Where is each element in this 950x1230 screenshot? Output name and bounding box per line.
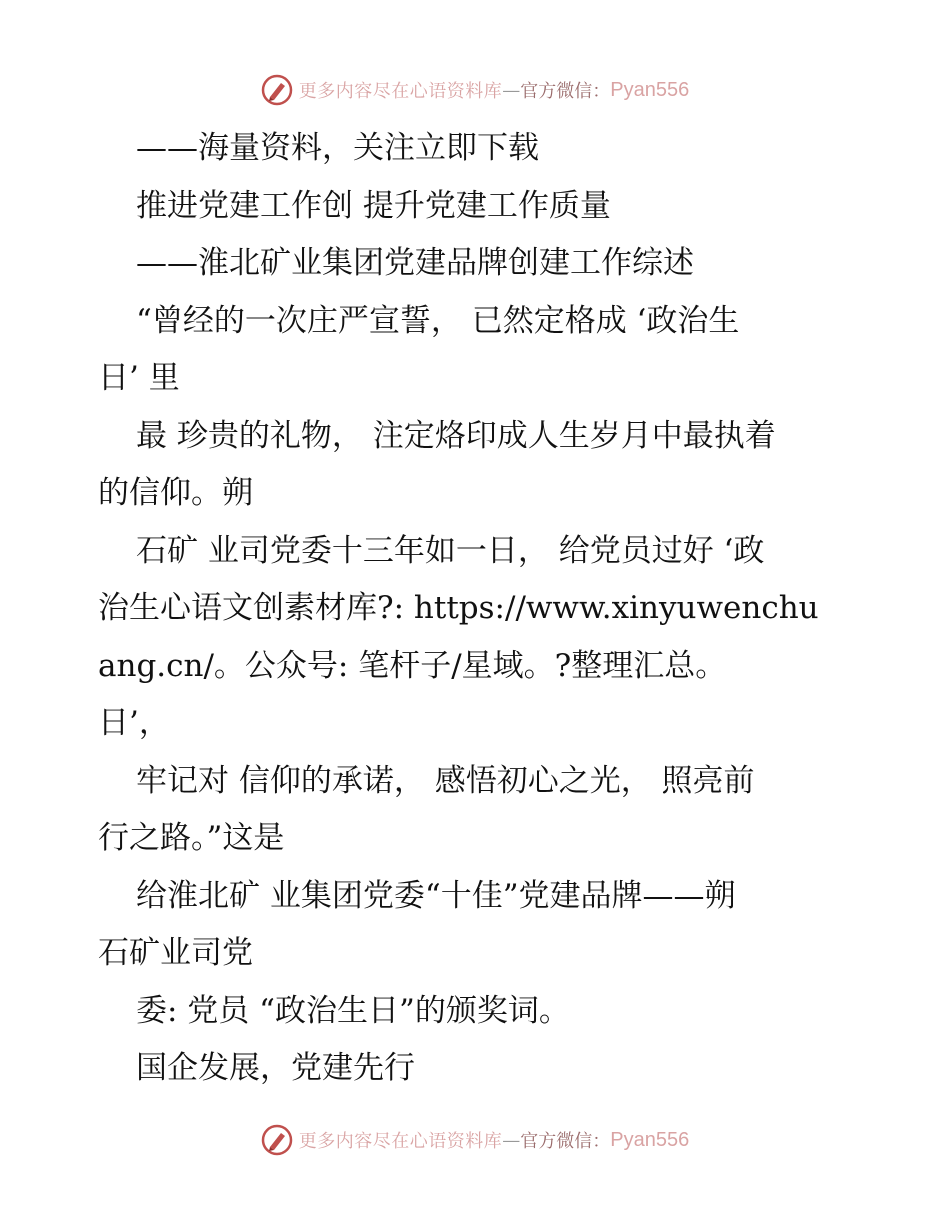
text-line: 石矿 业司党委十三年如一日， 给党员过好 ‘政	[136, 532, 765, 569]
text-line: 的信仰。朔	[98, 475, 253, 511]
banner-wechat-label: 官方微信：	[520, 1131, 611, 1152]
text-line: 最 珍贵的礼物， 注定烙印成人生岁月中最执着	[136, 417, 776, 454]
text-line: ——海量资料，关注立即下载	[136, 130, 539, 166]
text-line: 国企发展，党建先行	[136, 1050, 415, 1086]
text-line: 日’，	[98, 705, 170, 741]
banner-text: 更多内容尽在心语资料库	[298, 1131, 503, 1152]
banner-text: 更多内容尽在心语资料库	[298, 81, 503, 102]
text-line: 日’ 里	[98, 360, 180, 396]
banner-separator: —	[502, 1129, 521, 1151]
footer-watermark-banner	[0, 1120, 950, 1160]
text-line: 石矿业司党	[98, 935, 253, 971]
banner-wechat-id: Pyan556	[610, 78, 690, 101]
document-body	[98, 120, 858, 1098]
text-line: 给淮北矿 业集团党委“十佳”党建品牌——朔	[136, 877, 736, 914]
pen-logo-icon	[261, 1124, 293, 1156]
text-line: ——淮北矿业集团党建品牌创建工作综述	[136, 245, 694, 281]
text-line: 行之路。”这是	[98, 820, 285, 856]
text-line: 牢记对 信仰的承诺， 感悟初心之光， 照亮前	[136, 762, 755, 799]
banner-separator: —	[502, 79, 521, 101]
text-line: 委: 党员 “政治生日”的颁奖词。	[136, 992, 570, 1029]
text-line: ang.cn/。公众号: 笔杆子/星域。?整理汇总。	[98, 647, 727, 684]
header-watermark-banner	[0, 70, 950, 110]
banner-wechat-label: 官方微信：	[520, 81, 611, 102]
banner-wechat-id: Pyan556	[610, 1128, 690, 1151]
text-line: 推进党建工作创 提升党建工作质量	[136, 187, 611, 224]
text-line: “曾经的一次庄严宣誓， 已然定格成 ‘政治生	[136, 302, 740, 339]
pen-logo-icon	[261, 74, 293, 106]
text-line: 治生心语文创素材库?: https://www.xinyuwenchu	[98, 590, 819, 626]
